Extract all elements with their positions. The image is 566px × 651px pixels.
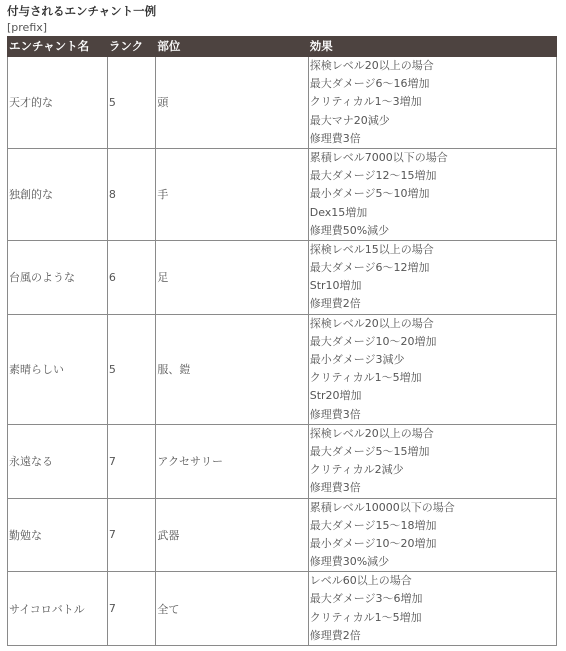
enchant-name-cell: 独創的な <box>8 148 108 240</box>
effect-line: 探検レベル20以上の場合 <box>309 316 434 330</box>
effect-cell <box>308 424 556 498</box>
enchant-name-cell: 素晴らしい <box>8 314 108 424</box>
part-cell: 服、鎧 <box>156 314 308 424</box>
table-row <box>8 498 557 572</box>
enchant-name-cell: 勤勉な <box>8 498 108 572</box>
effect-cell <box>308 148 556 240</box>
header-rank: ランク <box>107 37 155 57</box>
part-cell: アクセサリー <box>156 424 308 498</box>
effect-line: Str20増加 <box>309 389 362 403</box>
header-enchant-name: エンチャント名 <box>8 37 108 57</box>
rank-cell: 7 <box>107 498 155 572</box>
header-part: 部位 <box>156 37 308 57</box>
effect-cell <box>308 498 556 572</box>
section-title: 付与されるエンチャント一例 <box>7 4 157 18</box>
effect-line: 探検レベル15以上の場合 <box>309 242 434 256</box>
effect-line: 修理費2倍 <box>309 297 361 311</box>
effect-line: クリティカル1～5増加 <box>309 371 422 385</box>
effect-line: 最大ダメージ10～20増加 <box>309 334 437 348</box>
effect-line: 最小ダメージ5～10増加 <box>309 187 430 201</box>
effect-line: 修理費2倍 <box>309 628 361 642</box>
effect-line: クリティカル2減少 <box>309 463 404 477</box>
effect-line: 最大ダメージ12～15増加 <box>309 169 437 183</box>
effect-line: クリティカル1～3増加 <box>309 95 422 109</box>
enchant-name-cell: 永遠なる <box>8 424 108 498</box>
effect-cell <box>308 240 556 314</box>
effect-line: 最大マナ20減少 <box>309 113 390 127</box>
effect-cell <box>308 57 556 149</box>
table-body <box>8 57 557 646</box>
effect-line: 最大ダメージ15～18増加 <box>309 518 437 532</box>
table-row <box>8 314 557 424</box>
effect-line: 修理費30%減少 <box>309 555 390 569</box>
effect-line: 修理費3倍 <box>309 407 361 421</box>
table-row <box>8 240 557 314</box>
effect-line: 最大ダメージ6～12増加 <box>309 261 430 275</box>
effect-line: 累積レベル10000以下の場合 <box>309 500 455 514</box>
part-cell: 武器 <box>156 498 308 572</box>
rank-cell: 7 <box>107 424 155 498</box>
effect-cell <box>308 314 556 424</box>
part-cell: 足 <box>156 240 308 314</box>
effect-line: 最大ダメージ3～6増加 <box>309 592 423 606</box>
table-row <box>8 572 557 646</box>
enchant-example-section <box>7 3 558 646</box>
effect-line: 最大ダメージ6～16増加 <box>309 77 430 91</box>
effect-cell <box>308 572 556 646</box>
part-cell: 頭 <box>156 57 308 149</box>
effect-line: 探検レベル20以上の場合 <box>309 426 434 440</box>
effect-line: レベル60以上の場合 <box>309 574 412 588</box>
effect-line: 最小ダメージ10～20増加 <box>309 536 437 550</box>
rank-cell: 5 <box>107 57 155 149</box>
table-row <box>8 57 557 149</box>
section-subtitle: [prefix] <box>7 21 48 34</box>
effect-line: クリティカル1～5増加 <box>309 610 422 624</box>
table-row <box>8 424 557 498</box>
effect-line: 累積レベル7000以下の場合 <box>309 150 448 164</box>
part-cell: 全て <box>156 572 308 646</box>
enchant-table <box>7 36 557 646</box>
enchant-name-cell: サイコロバトル <box>8 572 108 646</box>
effect-line: Str10増加 <box>309 279 362 293</box>
table-header-row <box>8 37 557 57</box>
effect-line: 修理費50%減少 <box>309 223 390 237</box>
enchant-name-cell: 天才的な <box>8 57 108 149</box>
effect-line: 最大ダメージ5～15増加 <box>309 444 430 458</box>
rank-cell: 7 <box>107 572 155 646</box>
table-row <box>8 148 557 240</box>
effect-line: 修理費3倍 <box>309 481 361 495</box>
rank-cell: 6 <box>107 240 155 314</box>
header-effect: 効果 <box>308 37 556 57</box>
effect-line: 最小ダメージ3減少 <box>309 353 405 366</box>
part-cell: 手 <box>156 148 308 240</box>
effect-line: 修理費3倍 <box>309 131 361 145</box>
effect-line: 探検レベル20以上の場合 <box>309 59 434 72</box>
enchant-name-cell: 台風のような <box>8 240 108 314</box>
rank-cell: 5 <box>107 314 155 424</box>
effect-line: Dex15増加 <box>309 205 368 219</box>
rank-cell: 8 <box>107 148 155 240</box>
